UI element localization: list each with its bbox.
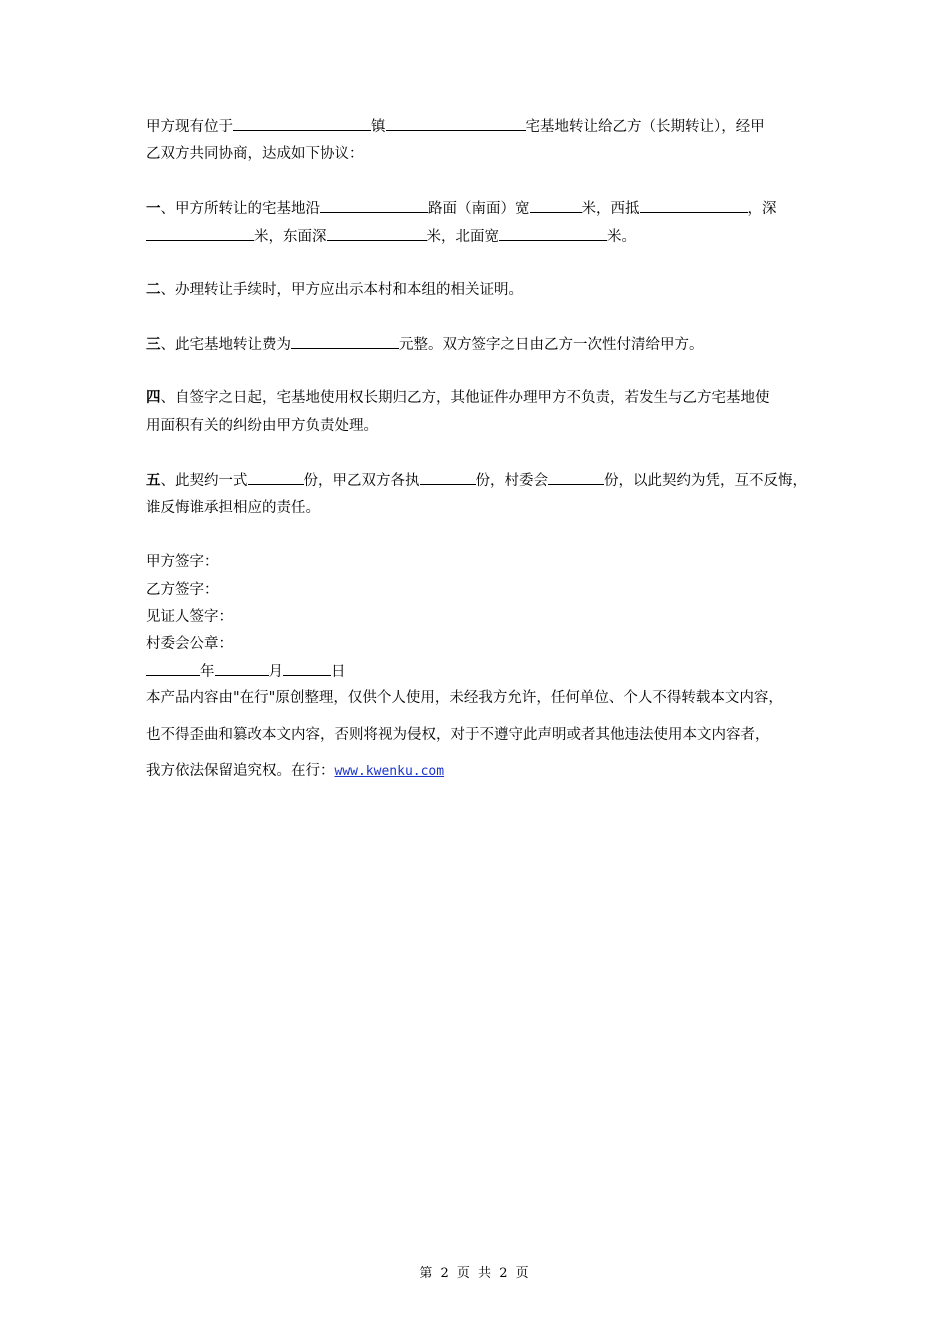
clause-1-line-1 [146,198,777,219]
road-blank [320,198,428,213]
committee-copies-blank [548,470,604,485]
signature-party-a: 甲方签字： [146,554,219,570]
signature-party-b: 乙方签字： [146,582,219,598]
clause-text: 、自签字之日起，宅基地使用权长期归乙方，其他证件办理甲方不负责，若发生与乙方宅基地使 [160,390,770,406]
clause-2 [146,280,523,300]
clause-text: 份，以此契约为凭，互不反悔， [604,473,807,489]
disclaimer-line-2: 也不得歪曲和篡改本文内容，否则将视为侵权，对于不遵守此声明或者其他违法使用本文内容者， [146,727,770,743]
copies-blank [248,470,304,485]
document-page [146,0,814,1344]
clause-text: 米，北面宽 [426,229,499,245]
clause-text: 米。 [607,229,636,245]
clause-number: 三 [146,336,161,353]
location-blank [386,116,526,131]
clause-text: 元整。双方签字之日由乙方一次性付清给甲方。 [399,337,704,353]
date-line [146,661,346,682]
clause-text: 、此宅基地转让费为 [160,337,291,353]
clause-text: 用面积有关的纠纷由甲方负责处理。 [146,418,378,434]
north-width-blank [499,226,607,241]
disclaimer-text: 我方依法保留追究权。在行： [146,763,335,779]
committee-seal: 村委会公章： [146,636,233,652]
clause-text: 、甲方所转让的宅基地沿 [160,201,320,217]
clause-number: 一 [146,200,161,217]
intro-text: 镇 [371,119,386,135]
website-link[interactable]: www.kwenku.com [334,764,445,779]
clause-4-line-1 [146,388,770,408]
width-blank [530,198,582,213]
intro-text: 甲方现有位于 [146,119,233,135]
year-label: 年 [200,664,215,680]
clause-5-line-1 [146,470,807,491]
clause-text: ，深 [747,201,777,217]
clause-number: 五 [146,472,161,489]
clause-text: 份，甲乙双方各执 [303,473,420,489]
year-blank [146,661,200,676]
clause-text: 、办理转让手续时，甲方应出示本村和本组的相关证明。 [160,282,523,298]
clause-5-line-2 [146,498,320,518]
intro-line-2 [146,144,364,164]
day-blank [283,661,331,676]
disclaimer-line-1: 本产品内容由"在行"原创整理，仅供个人使用，未经我方允许，任何单位、个人不得转载本文内容， [146,690,783,706]
clause-text: 、此契约一式 [160,473,248,489]
signature-witness: 见证人签字： [146,609,233,625]
party-copies-blank [420,470,476,485]
intro-text: 宅基地转让给乙方（长期转让），经甲 [525,119,765,135]
intro-text: 乙双方共同协商，达成如下协议： [146,146,364,162]
fee-blank [291,334,399,349]
day-label: 日 [331,664,346,680]
clause-4-line-2 [146,416,378,436]
clause-text: 米，西抵 [581,201,640,217]
east-depth-blank [327,226,427,241]
clause-text: 份，村委会 [475,473,548,489]
clause-number: 二 [146,281,161,298]
disclaimer-line-3 [146,761,444,782]
clause-text: 路面（南面）宽 [428,201,530,217]
clause-text: 米，东面深 [254,229,327,245]
month-label: 月 [268,664,283,680]
town-blank [233,116,371,131]
intro-line-1 [146,116,765,137]
month-blank [215,661,269,676]
west-blank [640,198,748,213]
depth-blank [146,226,254,241]
clause-3 [146,334,704,355]
clause-text: 谁反悔谁承担相应的责任。 [146,500,320,516]
clause-1-line-2 [146,226,636,247]
clause-number: 四 [146,389,161,406]
page-number-footer: 第 2 页 共 2 页 [419,1266,531,1281]
